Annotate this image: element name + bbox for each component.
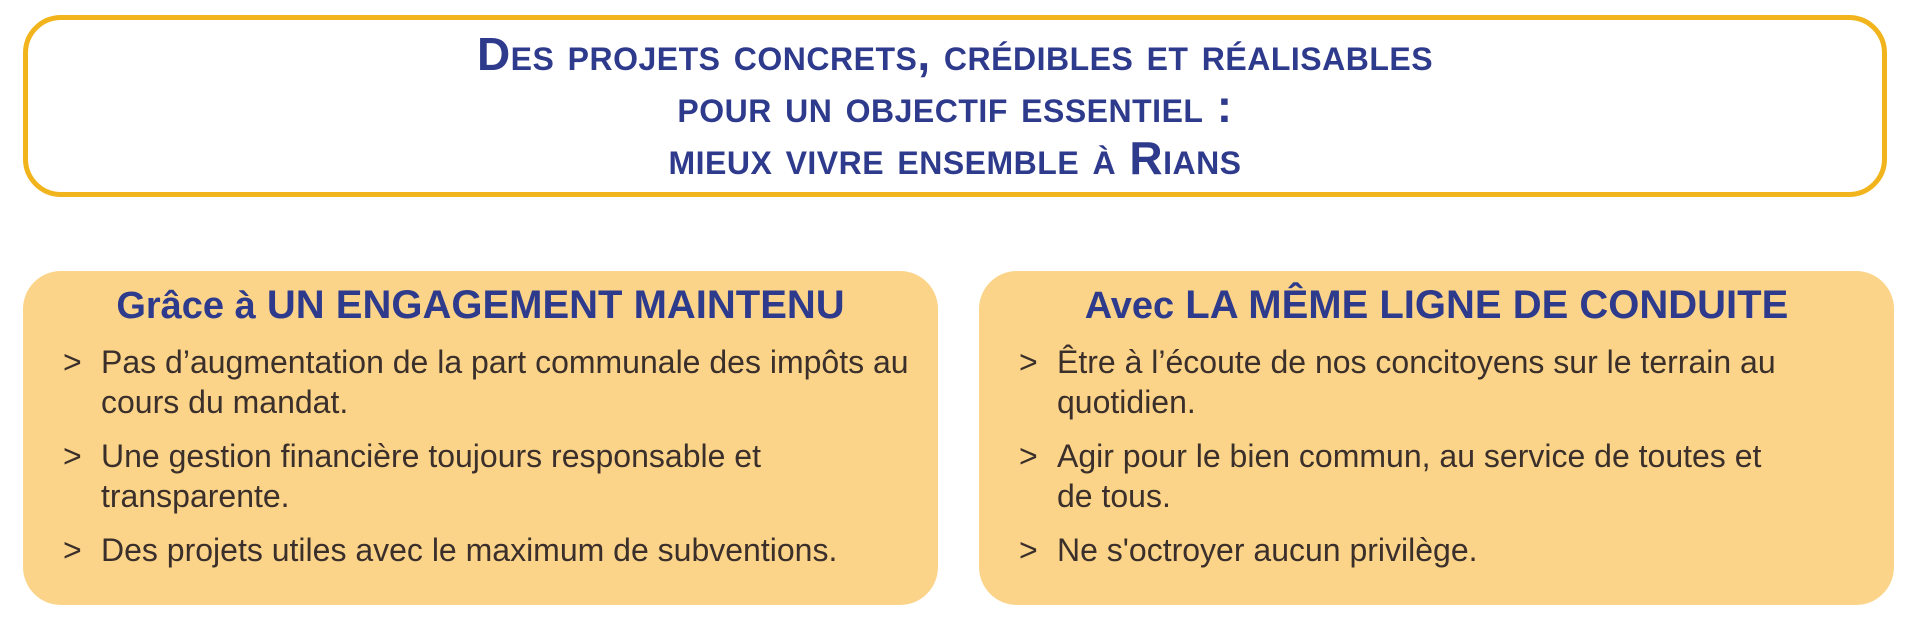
engagement-panel-title	[23, 283, 938, 328]
bullet-arrow-icon: >	[63, 344, 82, 380]
engagement-title-main: UN ENGAGEMENT MAINTENU	[266, 283, 845, 327]
bullet-arrow-icon: >	[63, 438, 82, 474]
list-item	[63, 342, 938, 422]
list-item-text: Ne s'octroyer aucun privilège.	[1057, 532, 1478, 568]
conduite-list	[979, 342, 1894, 570]
engagement-panel	[23, 271, 938, 605]
header-line-2: pour un objectif essentiel :	[677, 80, 1233, 132]
list-item	[1019, 530, 1894, 570]
list-item-text: Être à l’écoute de nos concitoyens sur le terrain au quotidien.	[1057, 344, 1776, 420]
list-item-text: Des projets utiles avec le maximum de subventions.	[101, 532, 838, 568]
conduite-panel-title	[979, 283, 1894, 328]
list-item-text: Agir pour le bien commun, au service de toutes et de tous.	[1057, 438, 1762, 514]
conduite-panel	[979, 271, 1894, 605]
bullet-arrow-icon: >	[1019, 438, 1038, 474]
header-line-1: Des projets concrets, crédibles et réalisables	[476, 28, 1434, 80]
conduite-title-prefix: Avec	[1084, 285, 1175, 327]
list-item-text: Une gestion financière toujours responsable et transparente.	[101, 438, 761, 514]
list-item	[63, 436, 938, 516]
engagement-title-prefix: Grâce à	[116, 285, 256, 327]
list-item	[1019, 436, 1894, 516]
header-box	[23, 15, 1887, 197]
bullet-arrow-icon: >	[63, 532, 82, 568]
conduite-title-main: LA MÊME LIGNE DE CONDUITE	[1185, 283, 1789, 327]
list-item	[63, 530, 938, 570]
list-item-text: Pas d’augmentation de la part communale des impôts au cours du mandat.	[101, 344, 909, 420]
engagement-list	[23, 342, 938, 570]
header-line-3: mieux vivre ensemble à Rians	[668, 132, 1242, 184]
bullet-arrow-icon: >	[1019, 532, 1038, 568]
bullet-arrow-icon: >	[1019, 344, 1038, 380]
list-item	[1019, 342, 1894, 422]
